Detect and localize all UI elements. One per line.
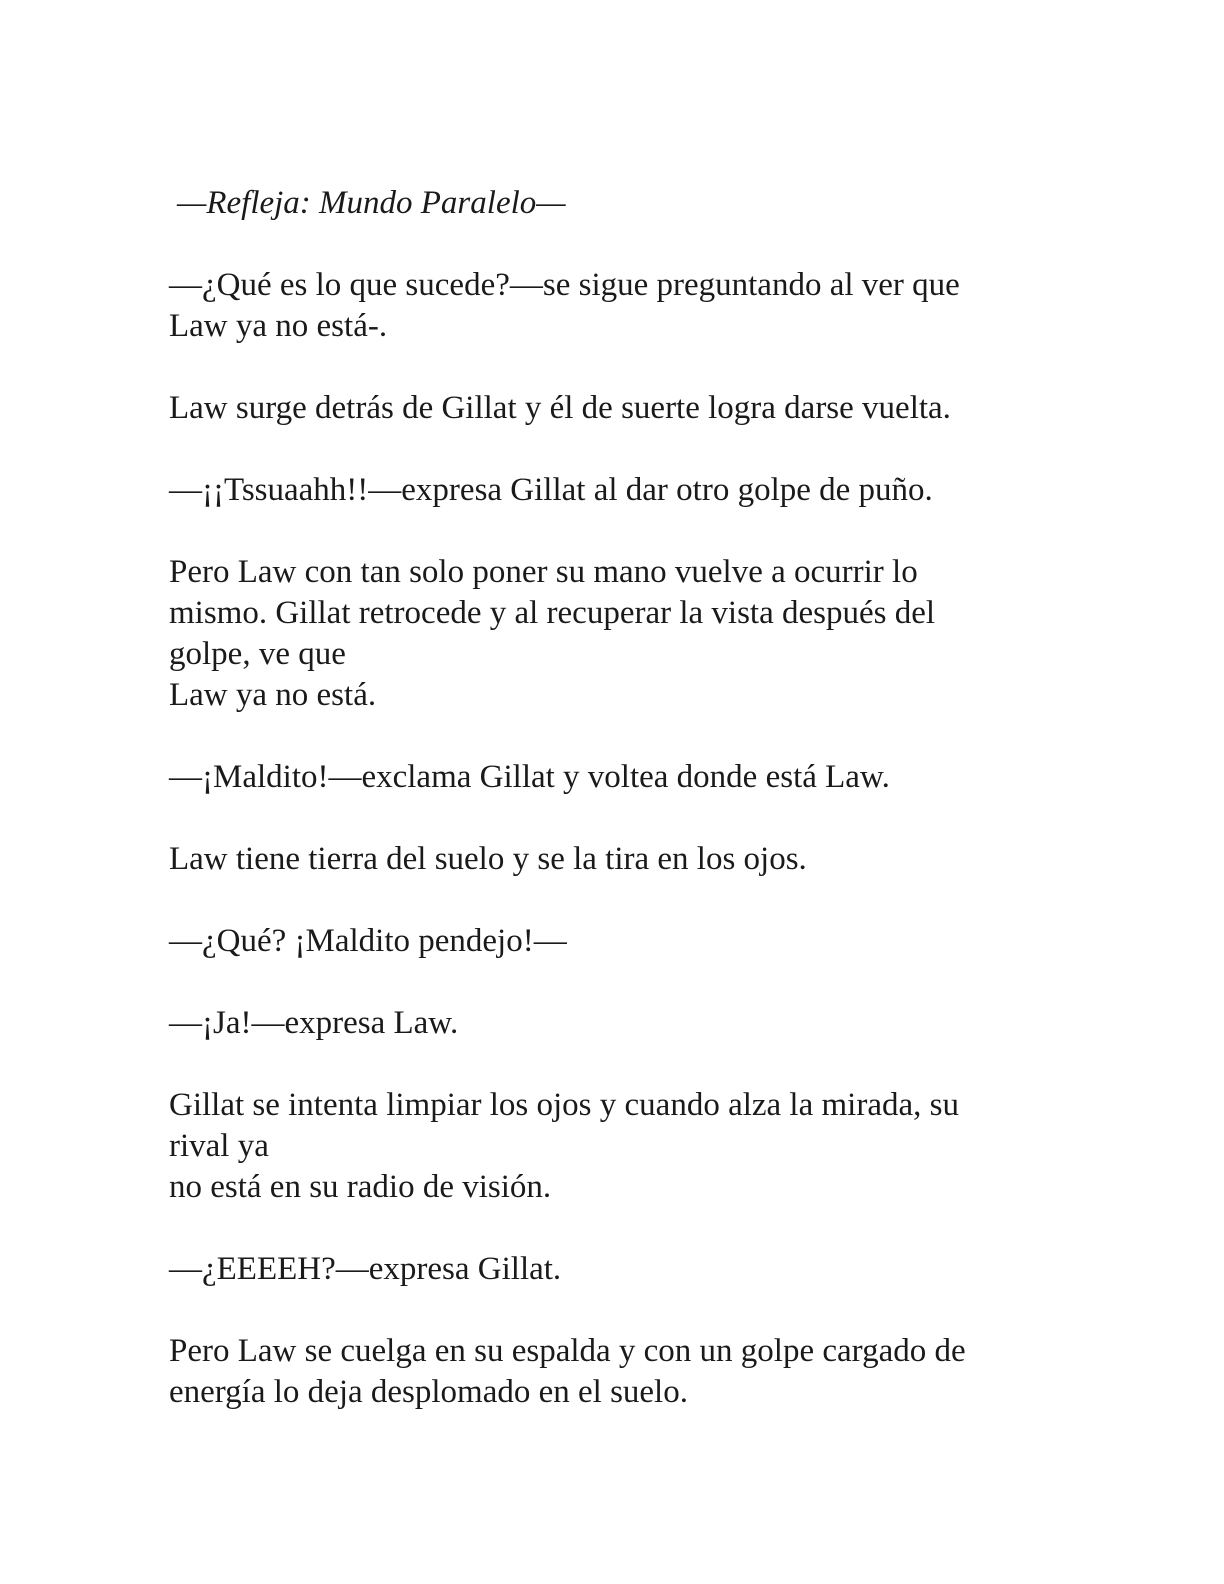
- paragraph-2: [169, 388, 1069, 429]
- chapter-heading: [177, 183, 1077, 224]
- paragraph-line: Law ya no está.: [169, 677, 377, 713]
- paragraph-10: [169, 1249, 1069, 1290]
- paragraph-line: golpe, ve que: [169, 636, 346, 672]
- paragraph-line: mismo. Gillat retrocede y al recuperar la vista después del: [169, 595, 936, 631]
- paragraph-line: energía lo deja desplomado en el suelo.: [169, 1374, 688, 1410]
- paragraph-8: [169, 1003, 1069, 1044]
- paragraph-line: Law ya no está-.: [169, 308, 388, 344]
- paragraph-5: [169, 757, 1069, 798]
- paragraph-7: [169, 921, 1069, 962]
- paragraph-line: no está en su radio de visión.: [169, 1169, 552, 1205]
- paragraph-line: —¿EEEEH?—expresa Gillat.: [169, 1251, 562, 1287]
- paragraph-line: rival ya: [169, 1128, 269, 1164]
- paragraph-line: —¡¡Tssuaahh!!—expresa Gillat al dar otro golpe de puño.: [169, 472, 933, 508]
- paragraph-line: Pero Law se cuelga en su espalda y con un golpe cargado de: [169, 1333, 966, 1369]
- paragraph-line: —¿Qué? ¡Maldito pendejo!—: [169, 923, 567, 959]
- paragraph-1: [169, 265, 1069, 347]
- paragraph-line: Gillat se intenta limpiar los ojos y cuando alza la mirada, su: [169, 1087, 959, 1123]
- paragraph-4: [169, 552, 1069, 716]
- paragraph-9: [169, 1085, 1069, 1208]
- paragraph-line: —¡Maldito!—exclama Gillat y voltea donde está Law.: [169, 759, 890, 795]
- paragraph-3: [169, 470, 1069, 511]
- paragraph-line: —¡Ja!—expresa Law.: [169, 1005, 459, 1041]
- heading-text: —Refleja: Mundo Paralelo—: [177, 185, 566, 221]
- paragraph-line: Law tiene tierra del suelo y se la tira en los ojos.: [169, 841, 807, 877]
- paragraph-line: Law surge detrás de Gillat y él de suerte logra darse vuelta.: [169, 390, 951, 426]
- paragraph-6: [169, 839, 1069, 880]
- paragraph-line: Pero Law con tan solo poner su mano vuelve a ocurrir lo: [169, 554, 918, 590]
- paragraph-11: [169, 1331, 1069, 1413]
- paragraph-line: —¿Qué es lo que sucede?—se sigue preguntando al ver que: [169, 267, 960, 303]
